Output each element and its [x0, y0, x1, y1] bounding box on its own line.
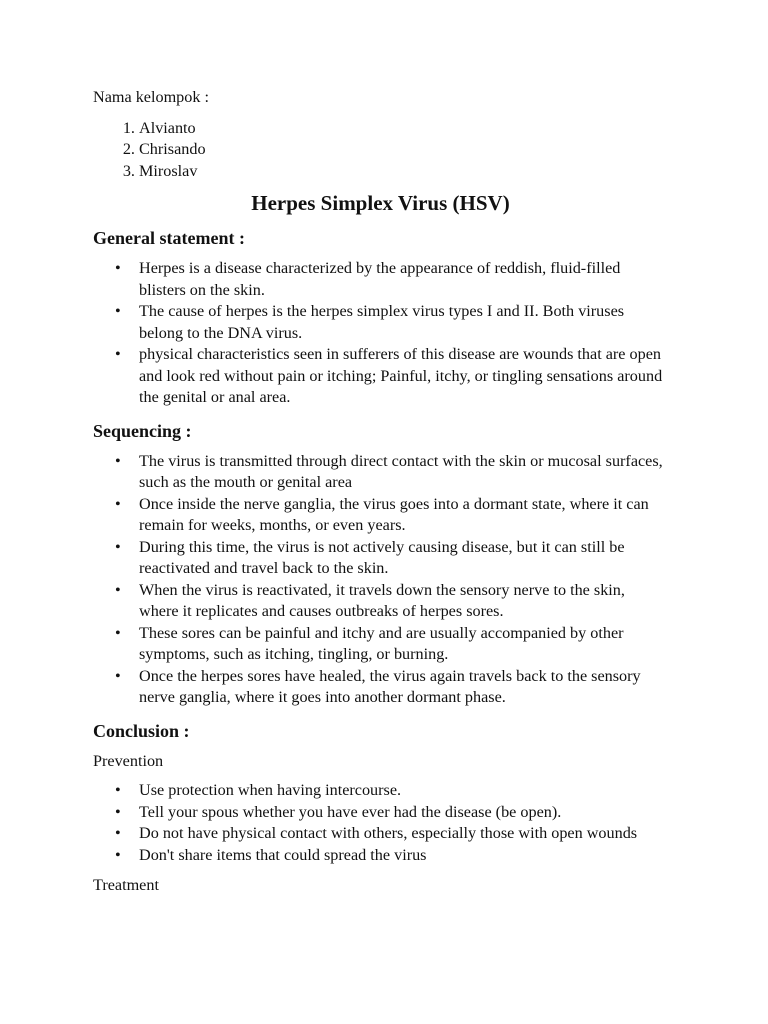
list-item: • Use protection when having intercourse. [139, 780, 668, 802]
sequencing-list [93, 451, 668, 709]
document-title: Herpes Simplex Virus (HSV) [251, 191, 510, 215]
treatment-label: Treatment [93, 876, 159, 894]
member-item: 1. Alvianto [139, 118, 668, 140]
general-statement-list [93, 258, 668, 409]
list-item: • physical characteristics seen in sufferers of this disease are wounds that are open and look red without pain or itching; Painful, itchy, or tingling sensations around the genital or anal area. [139, 344, 668, 409]
conclusion-heading: Conclusion : [93, 720, 190, 741]
list-item: • During this time, the virus is not actively causing disease, but it can still be reactivated and travel back to the skin. [139, 537, 668, 580]
group-label: Nama kelompok : [93, 88, 209, 106]
list-item: • Don't share items that could spread the virus [139, 845, 668, 867]
sequencing-heading: Sequencing : [93, 420, 192, 441]
general-statement-heading: General statement : [93, 228, 245, 248]
member-item: 3. Miroslav [139, 161, 668, 183]
list-item: • Do not have physical contact with others, especially those with open wounds [139, 823, 668, 845]
list-item: • When the virus is reactivated, it travels down the sensory nerve to the skin, where it replicates and causes outbreaks of herpes sores. [139, 580, 668, 623]
list-item: • The virus is transmitted through direct contact with the skin or mucosal surfaces, such as the mouth or genital area [139, 451, 668, 494]
list-item: • The cause of herpes is the herpes simplex virus types I and II. Both viruses belong to the DNA virus. [139, 301, 668, 344]
list-item: • Herpes is a disease characterized by the appearance of reddish, fluid-filled blisters on the skin. [139, 258, 668, 301]
list-item: • Tell your spous whether you have ever had the disease (be open). [139, 802, 668, 824]
member-item: 2. Chrisando [139, 139, 668, 161]
list-item: • These sores can be painful and itchy and are usually accompanied by other symptoms, such as itching, tingling, or burning. [139, 623, 668, 666]
prevention-list [93, 780, 668, 866]
list-item: • Once the herpes sores have healed, the virus again travels back to the sensory nerve ganglia, where it goes into another dormant phase. [139, 666, 668, 709]
member-list [93, 118, 668, 183]
prevention-label: Prevention [93, 751, 164, 770]
list-item: • Once inside the nerve ganglia, the virus goes into a dormant state, where it can remain for weeks, months, or even years. [139, 494, 668, 537]
